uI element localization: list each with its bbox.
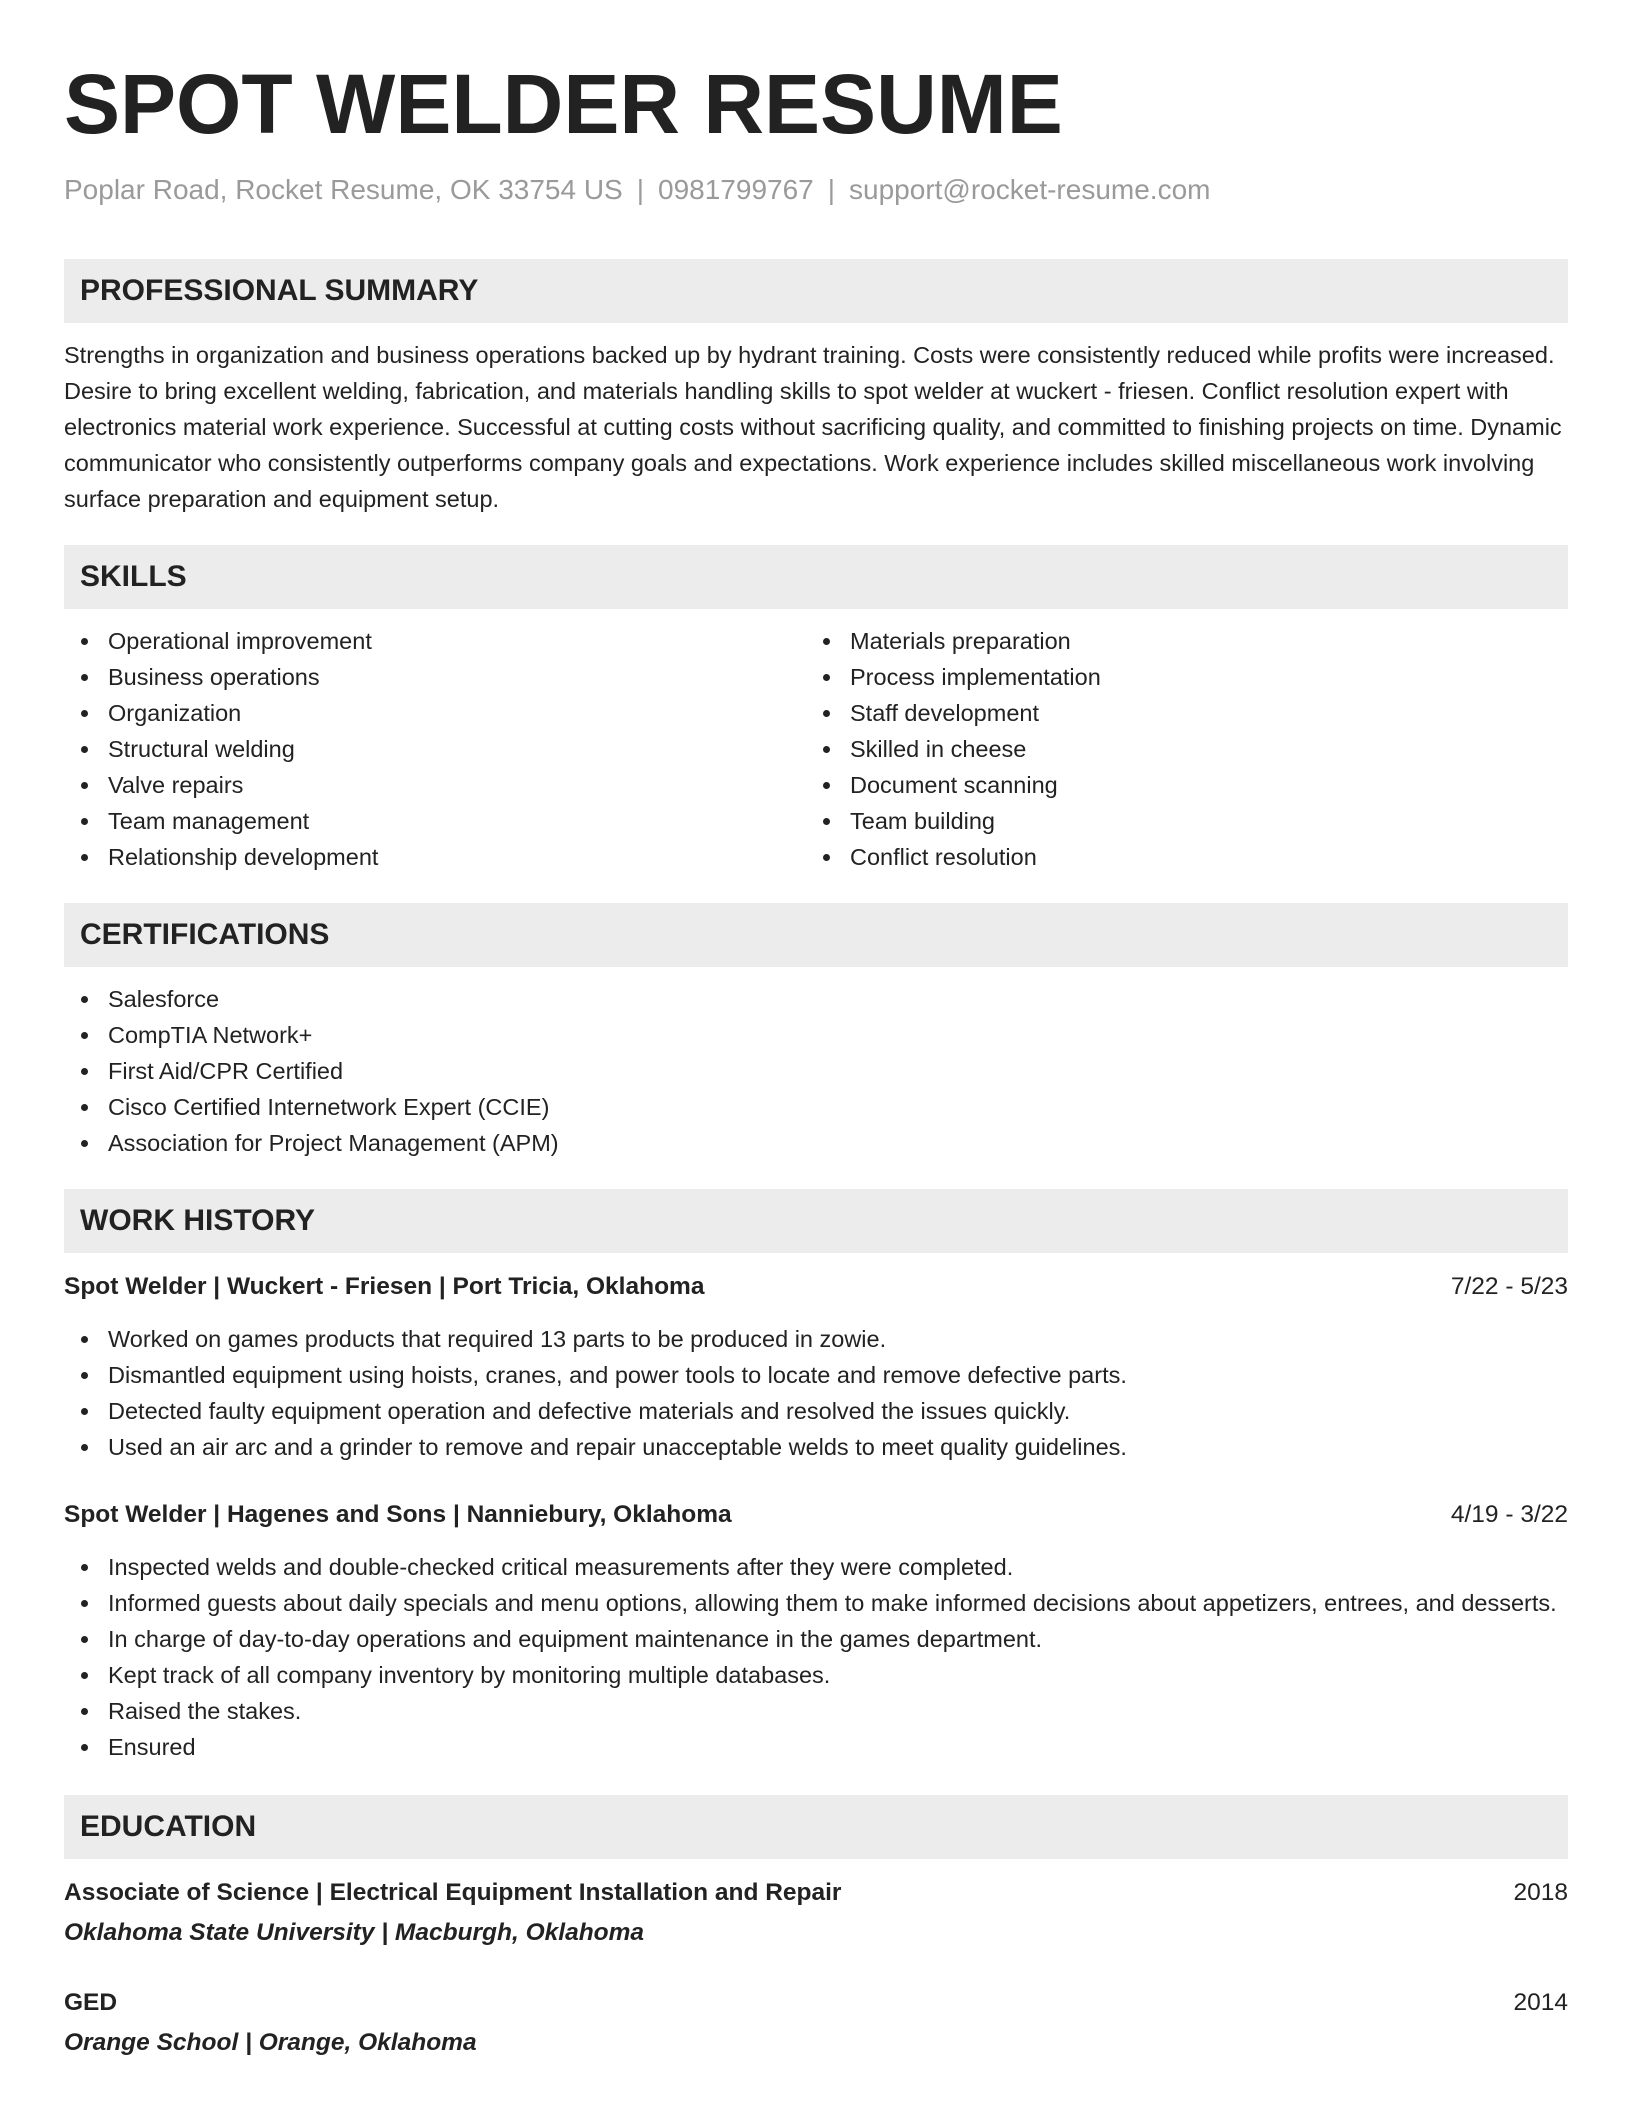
job-bullet: Ensured (64, 1729, 1568, 1765)
job-header (64, 1497, 1568, 1533)
skill-item: Structural welding (64, 731, 806, 767)
education-school: Orange School | Orange, Oklahoma (64, 2029, 477, 2057)
education-entry (64, 1985, 1568, 2061)
education-section (64, 1795, 1568, 2061)
job-dates: 7/22 - 5/23 (1450, 1273, 1568, 1301)
skill-item: Skilled in cheese (806, 731, 1548, 767)
contact-address: Poplar Road, Rocket Resume, OK 33754 US (64, 174, 623, 205)
skills-list-left (64, 623, 806, 875)
job-bullet: Dismantled equipment using hoists, cranes, and power tools to locate and remove defective parts. (64, 1357, 1568, 1393)
skill-item: Process implementation (806, 659, 1548, 695)
education-degree: GED (64, 1989, 118, 2017)
job-bullet: In charge of day-to-day operations and equipment maintenance in the games department. (64, 1621, 1568, 1657)
certification-item: Cisco Certified Internetwork Expert (CCIE) (64, 1089, 1568, 1125)
job-bullets (64, 1549, 1568, 1765)
skill-item: Conflict resolution (806, 839, 1548, 875)
education-header (64, 1985, 1568, 2021)
job-bullets (64, 1321, 1568, 1465)
certification-item: First Aid/CPR Certified (64, 1053, 1568, 1089)
skill-item: Operational improvement (64, 623, 806, 659)
certifications-section (64, 903, 1568, 1161)
education-degree: Associate of Science | Electrical Equipment Installation and Repair (64, 1879, 842, 1907)
education-year: 2014 (1513, 1989, 1568, 2017)
skills-section (64, 545, 1568, 875)
contact-line (64, 172, 1568, 208)
education-entry (64, 1875, 1568, 1951)
skills-list-right (806, 623, 1548, 875)
work-heading: WORK HISTORY (64, 1189, 1568, 1253)
skill-item: Valve repairs (64, 767, 806, 803)
contact-email: support@rocket-resume.com (849, 174, 1211, 205)
job-header (64, 1269, 1568, 1305)
certification-item: Salesforce (64, 981, 1568, 1017)
skill-item: Business operations (64, 659, 806, 695)
job-bullet: Informed guests about daily specials and menu options, allowing them to make informed decisions about appetizers, entrees, and desserts. (64, 1585, 1568, 1621)
education-header (64, 1875, 1568, 1911)
job-bullet: Inspected welds and double-checked critical measurements after they were completed. (64, 1549, 1568, 1585)
contact-phone: 0981799767 (658, 174, 814, 205)
job-entry (64, 1497, 1568, 1765)
skill-item: Document scanning (806, 767, 1548, 803)
job-entry (64, 1269, 1568, 1465)
job-bullet: Raised the stakes. (64, 1693, 1568, 1729)
certification-item: Association for Project Management (APM) (64, 1125, 1568, 1161)
education-heading: EDUCATION (64, 1795, 1568, 1859)
job-bullet: Used an air arc and a grinder to remove and repair unacceptable welds to meet quality guidelines. (64, 1429, 1568, 1465)
job-bullet: Worked on games products that required 13 parts to be produced in zowie. (64, 1321, 1568, 1357)
education-school: Oklahoma State University | Macburgh, Oklahoma (64, 1919, 645, 1947)
certification-item: CompTIA Network+ (64, 1017, 1568, 1053)
skills-columns (64, 623, 1568, 875)
education-year: 2018 (1513, 1879, 1568, 1907)
certifications-heading: CERTIFICATIONS (64, 903, 1568, 967)
job-bullet: Kept track of all company inventory by monitoring multiple databases. (64, 1657, 1568, 1693)
contact-separator: | (636, 174, 645, 205)
job-bullet: Detected faulty equipment operation and defective materials and resolved the issues quickly. (64, 1393, 1568, 1429)
skill-item: Team building (806, 803, 1548, 839)
skill-item: Team management (64, 803, 806, 839)
summary-text: Strengths in organization and business operations backed up by hydrant training. Costs were consistently reduced while profits were increased. Desire to bring excellent welding, fabrication, and materials handling skills to spot welder at wuckert - friesen. Conflict resolution expert with electronics material work experience. Successful at cutting costs without sacrificing quality, and committed to finishing projects on time. Dynamic communicator who consistently outperforms company goals and expectations. Work experience includes skilled miscellaneous work involving surface preparation and equipment setup. (64, 342, 1562, 513)
job-title: Spot Welder | Hagenes and Sons | Nanniebury, Oklahoma (64, 1501, 732, 1529)
certifications-list (64, 981, 1568, 1161)
skills-heading: SKILLS (64, 545, 1568, 609)
skill-item: Organization (64, 695, 806, 731)
summary-section (64, 259, 1568, 517)
skill-item: Staff development (806, 695, 1548, 731)
job-title: Spot Welder | Wuckert - Friesen | Port Tricia, Oklahoma (64, 1273, 705, 1301)
work-section (64, 1189, 1568, 1765)
resume-title: SPOT WELDER RESUME (64, 57, 1063, 151)
summary-heading: PROFESSIONAL SUMMARY (64, 259, 1568, 323)
skill-item: Relationship development (64, 839, 806, 875)
job-dates: 4/19 - 3/22 (1450, 1501, 1568, 1529)
contact-separator: | (827, 174, 836, 205)
skill-item: Materials preparation (806, 623, 1548, 659)
